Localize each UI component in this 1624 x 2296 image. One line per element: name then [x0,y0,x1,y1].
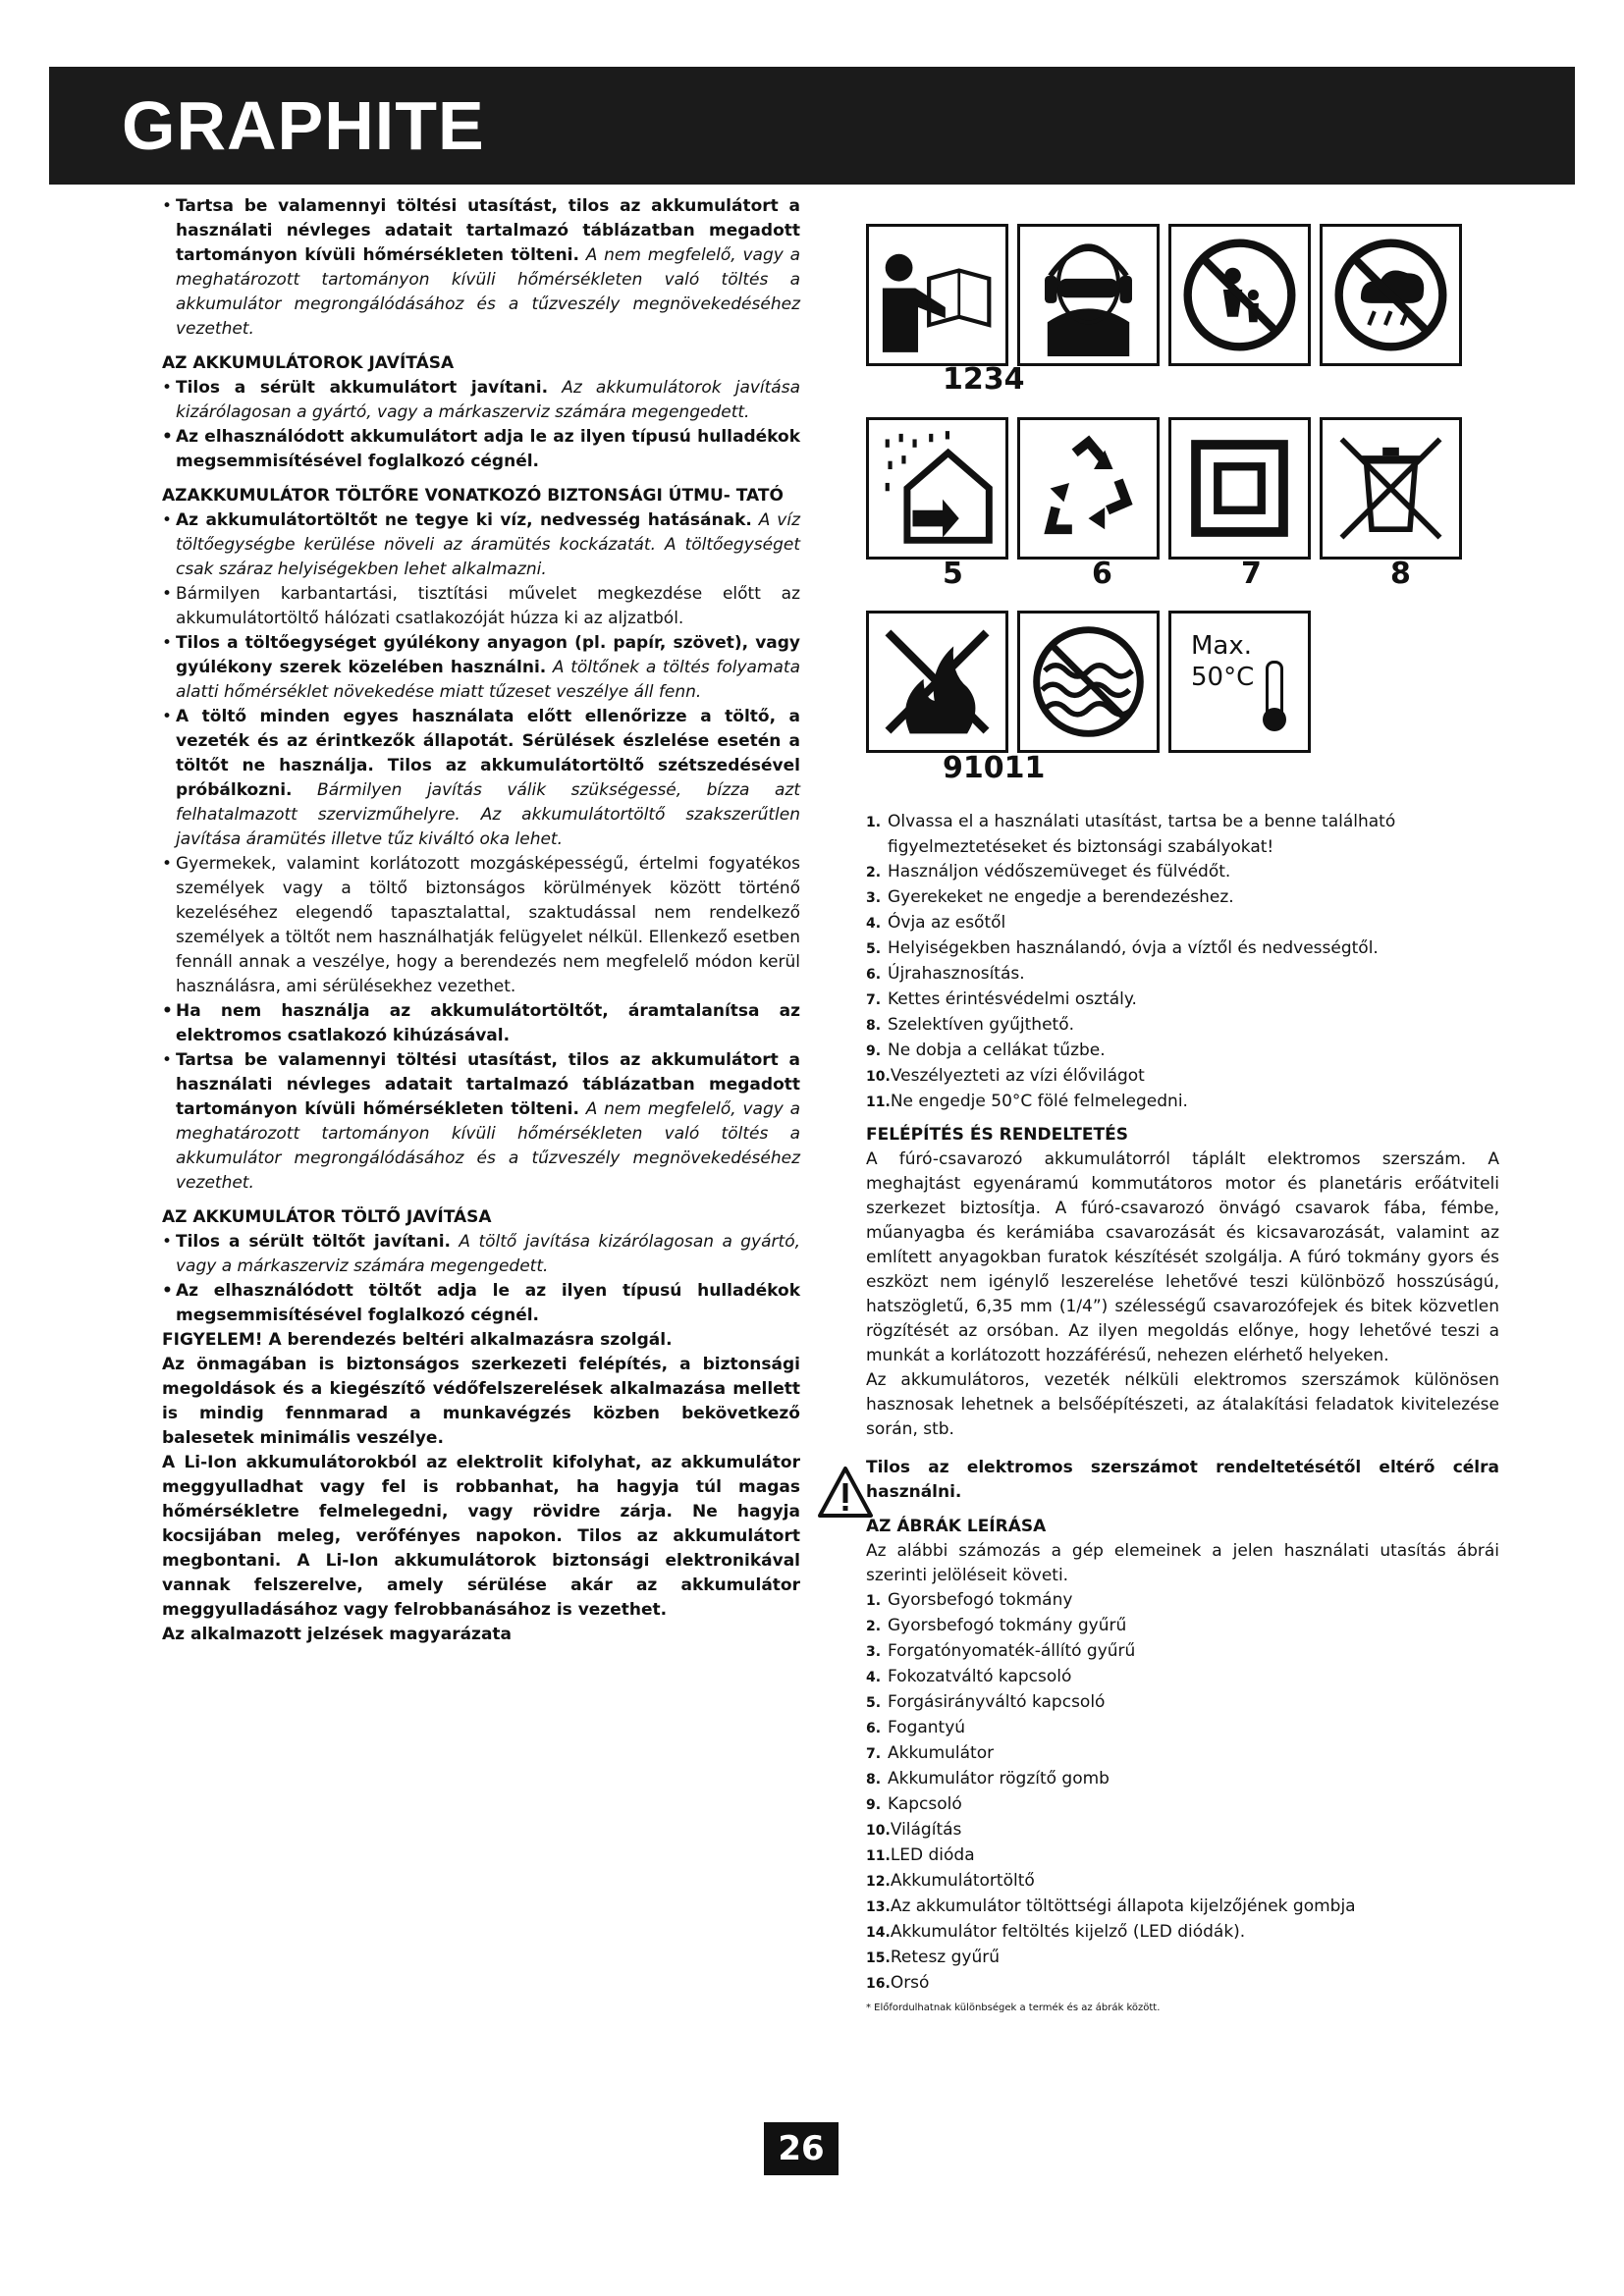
symbols-heading: Az alkalmazott jelzések magyarázata [162,1625,513,1644]
part-item [866,1818,1499,1843]
symbol-number: 5. [866,941,882,957]
figyelem-note: FIGYELEM! A berendezés beltéri alkalmazásra szolgál. [162,1330,673,1350]
symbol-item [866,860,1499,885]
temp-label: 50°C [1191,663,1255,692]
ch-7-bold: Tartsa be valamennyi töltési utasítást, tilos az akkumulátort a használati névleges adatait tartalmazó táblázatban megadott tartományon kívüli hőmérsékleten tölteni. [176,1050,800,1119]
symbol-text: Veszélyezteti az vízi élővilágot [890,1066,1145,1086]
charge-bullet-bold: Tartsa be valamennyi töltési utasítást, tilos az akkumulátort a használati névleges adatait tartalmazó táblázatban megadott tartományon kívüli hőmérsékleten tölteni. [176,196,800,265]
symbol-number: 9. [866,1043,882,1059]
ch-7-italic: A nem megfelelő, vagy a meghatározott tartományon kívüli hőmérsékleten való töltés a akkumulátor megrongálódásához és a tűzveszély megnövekedéséhez vezethet. [176,1099,800,1193]
part-number: 15. [866,1950,891,1966]
recycle-icon [1017,417,1160,560]
part-text: Akkumulátor rögzítő gomb [888,1769,1110,1789]
aquatic-hazard-icon [1017,611,1160,753]
part-item [866,1588,1499,1614]
symbol-item [866,988,1499,1013]
part-text: Világítás [890,1820,962,1840]
part-number: 16. [866,1976,891,1992]
part-number: 8. [866,1772,882,1788]
charger-item-4 [162,705,800,852]
symbol-number: 1. [866,815,882,830]
ch-4-bold: A töltő minden egyes használata előtt ellenőrizze a töltő, a vezeték és az érintkezők állapotát. Sérülések észlelése esetén a töltőt ne használja. Tilos az akkumulátortöltő szétszedésével próbálkozni. [176,707,800,800]
max-label: Max. [1191,631,1253,661]
safety-paragraph: Az önmagában is biztonságos szerkezeti felépítés, a biztonsági megoldások és a kiegészítő védőfelszerelések alkalmazása mellett is mindig fennmarad a munkavégzés közben bekövetkező balesetek minimális veszélye. [162,1355,800,1448]
symbol-item [866,810,1499,860]
ch-3-bold: Tilos a töltőegységet gyúlékony anyagon (pl. papír, szövet), vagy gyúlékony szerek közelében használni. [176,633,800,677]
symbol-text: Ne engedje 50°C fölé felmelegedni. [890,1092,1188,1111]
part-number: 13. [866,1899,891,1915]
ch-3-italic: A töltőnek a töltés folyamata alatti hőmérséklet növekedése miatt tűzeset veszélye áll fenn. [176,658,800,702]
part-text: Kapcsoló [888,1794,962,1814]
part-number: 11. [866,1848,891,1864]
part-item [866,1665,1499,1690]
icon-row2-label-3: 7 [1241,557,1262,591]
charger-heading: AZAKKUMULÁTOR TÖLTŐRE VONATKOZÓ BIZTONSÁGI ÚTMU- TATÓ [162,486,784,506]
crossed-bin-icon [1320,417,1462,560]
repair-1-italic: Az akkumulátorok javítása kizárólagosan a gyártó, vagy a márkaszerviz számára megengedett. [176,378,801,422]
symbol-text: Helyiségekben használandó, óvja a víztől és nedvességtől. [888,938,1379,958]
part-item [866,1920,1499,1946]
part-item [866,1971,1499,1997]
indoor-use-icon [866,417,1008,560]
repair-item-1 [162,376,800,425]
symbol-item [866,1013,1499,1039]
symbol-item [866,962,1499,988]
symbol-list [866,810,1499,1115]
safety-goggles-earmuffs-icon [1017,224,1160,366]
parts-list [866,1588,1499,1997]
part-item [866,1767,1499,1792]
part-text: Fokozatváltó kapcsoló [888,1667,1072,1686]
part-number: 4. [866,1670,882,1685]
part-item [866,1946,1499,1971]
symbol-number: 10. [866,1069,891,1085]
figures-intro: Az alábbi számozás a gép elemeinek a jelen használati utasítás ábrái szerinti jelöléseit követi. [866,1541,1499,1585]
charger-item-1 [162,508,800,582]
thermometer-bulb [1263,708,1286,731]
no-children-icon [1168,224,1311,366]
symbol-item [866,885,1499,911]
symbol-text: Szelektíven gyűjthető. [888,1015,1075,1035]
part-text: Forgásirányváltó kapcsoló [888,1692,1106,1712]
part-number: 1. [866,1593,882,1609]
warning-triangle-icon [817,1466,874,1519]
part-text: Akkumulátor [888,1743,995,1763]
symbol-number: 2. [866,865,882,881]
part-number: 7. [866,1746,882,1762]
part-text: Gyorsbefogó tokmány [888,1590,1073,1610]
symbol-item [866,911,1499,936]
part-item [866,1741,1499,1767]
liion-paragraph: A Li-Ion akkumulátorokból az elektrolit kifolyhat, az akkumulátor meggyulladhat vagy fel is robbanhat, ha hagyja túl magas hőmérsékletre felmelegedni, vagy rövidre zárja. Ne hagyja kocsijában meleg, verőfényes napokon. Tilos az akkumulátort megbontani. A Li-Ion akkumulátorok biztonsági elektronikával vannak felszerelve, amely sérülése akár az akkumulátor meggyulladásához vagy felrobbanásához is vezethet. [162,1453,800,1620]
ch-1-italic: A víz töltőegységbe kerülése növeli az áramütés kockázatát. A töltőegységet csak száraz helyiségekben lehet alkalmazni. [176,510,801,579]
part-number: 14. [866,1925,891,1941]
icon-row2-label-1: 5 [943,557,963,591]
part-number: 6. [866,1721,882,1736]
part-item [866,1639,1499,1665]
part-text: LED dióda [890,1845,975,1865]
class-two-insulation-icon [1168,417,1311,560]
symbol-number: 3. [866,890,882,906]
symbol-text: Olvassa el a használati utasítást, tartsa be a benne található figyelmeztetéseket és biztonsági szabályokat! [888,812,1396,857]
icon-row2-label-2: 6 [1092,557,1112,591]
part-item [866,1792,1499,1818]
symbol-number: 6. [866,967,882,983]
left-column [162,194,800,1647]
symbol-number: 4. [866,916,882,932]
page-number: 26 [764,2122,839,2175]
no-rain-icon [1320,224,1462,366]
charger-item-7 [162,1048,800,1196]
figures-heading: AZ ÁBRÁK LEÍRÁSA [866,1517,1047,1536]
part-number: 5. [866,1695,882,1711]
cr-1-bold: Tilos a sérült töltőt javítani. [176,1232,452,1252]
icon-row1-label: 1234 [943,362,1025,397]
symbol-number: 7. [866,992,882,1008]
charger-repair-item-2: • Az elhasználódott töltőt adja le az ilyen típusú hulladékok megsemmisítésével foglalkozó cégnél. [162,1279,800,1328]
symbol-text: Újrahasznosítás. [888,964,1025,984]
ch-4-italic: Bármilyen javítás válik szükségessé, bízza azt felhatalmazott szervizműhelyre. Az akkumulátortöltő szakszerűtlen javítása áramütés illetve tűz kiváltó oka lehet. [176,780,800,849]
symbol-text: Óvja az esőtől [888,913,1006,933]
structure-heading: FELÉPÍTÉS ÉS RENDELTETÉS [866,1125,1128,1145]
part-number: 9. [866,1797,882,1813]
no-fire-icon [866,611,1008,753]
charger-item-3 [162,631,800,705]
ch-1-bold: Az akkumulátortöltőt ne tegye ki víz, nedvesség hatásának. [176,510,752,530]
symbol-item [866,1064,1499,1090]
symbol-item [866,1039,1499,1064]
repair-1-bold: Tilos a sérült akkumulátort javítani. [176,378,549,398]
symbol-number: 8. [866,1018,882,1034]
charger-repair-item-1 [162,1230,800,1279]
symbol-number: 11. [866,1095,891,1110]
part-text: Gyorsbefogó tokmány gyűrű [888,1616,1127,1635]
part-number: 12. [866,1874,891,1890]
part-text: Akkumulátortöltő [890,1871,1035,1891]
part-item [866,1895,1499,1920]
icon-row2-label-4: 8 [1390,557,1411,591]
part-text: Forgatónyomaték-állító gyűrű [888,1641,1136,1661]
part-number: 3. [866,1644,882,1660]
part-item [866,1869,1499,1895]
part-text: Orsó [890,1973,930,1993]
part-text: Az akkumulátor töltöttségi állapota kijelzőjének gombja [890,1896,1356,1916]
part-item [866,1716,1499,1741]
repair-heading: AZ AKKUMULÁTOROK JAVÍTÁSA [162,353,455,373]
symbol-item [866,1090,1499,1115]
misuse-warning: Tilos az elektromos szerszámot rendeltetésétől eltérő célra használni. [866,1458,1499,1502]
symbol-text: Kettes érintésvédelmi osztály. [888,989,1137,1009]
right-column [866,810,1499,2026]
footnote: * Előfordulhatnak különbségek a termék és az ábrák között. [866,2002,1161,2013]
part-text: Retesz gyűrű [890,1948,1001,1967]
part-item [866,1843,1499,1869]
symbol-text: Ne dobja a cellákat tűzbe. [888,1041,1106,1060]
charge-bullet [162,194,800,342]
cr-1-italic: A töltő javítása kizárólagosan a gyártó, vagy a márkaszerviz számára megengedett. [176,1232,800,1276]
brand-logo: GRAPHITE [122,87,485,164]
symbol-item [866,936,1499,962]
charger-item-2: • Bármilyen karbantartási, tisztítási művelet megkezdése előtt az akkumulátortöltő hálózati csatlakozóját húzza ki az aljzatból. [162,582,800,631]
charger-item-6: • Ha nem használja az akkumulátortöltőt, áramtalanítsa az elektromos csatlakozó kihúzásával. [162,999,800,1048]
structure-paragraph-1: A fúró-csavarozó akkumulátorról táplált elektromos szerszám. A meghajtást egyenáramú kommutátoros motor és planetáris erőátviteli szerkezet biztosítja. A fúró-csavarozó önvágó csavarok fába, fémbe, műanyagba és kerámiába csavarozását és kicsavarozását, valamint az említett anyagokban furatok készítését szolgálja. A fúró tokmány gyors és eszközt nem igénylő leszerelése lehetővé teszi különböző hosszúságú, hatszögletű, 6,35 mm (1/4”) szélességű csavarozófejek és bitek közvetlen rögzítését az orsóban. Az ilyen megoldás előnye, hogy lehetővé teszi a munkát a korlátozott hozzáférésű, nehezen elérhető helyeken. [866,1149,1499,1365]
part-item [866,1614,1499,1639]
repair-item-2: • Az elhasználódott akkumulátort adja le az ilyen típusú hulladékok megsemmisítésével foglalkozó cégnél. [162,425,800,474]
structure-paragraph-2: Az akkumulátoros, vezeték nélküli elektromos szerszámok különösen hasznosak lehetnek a belsőépítészeti, az átalakítási feladatok kivitelezése során, stb. [866,1370,1499,1439]
part-number: 2. [866,1619,882,1634]
read-manual-icon [866,224,1008,366]
charger-item-5: • Gyermekek, valamint korlátozott mozgásképességű, értelmi fogyatékos személyek vagy a töltő biztonságos körülmények között történő kezeléséhez elegendő tapasztalattal, szaktudással nem rendelkező személyek a töltőt nem használhatják felügyelet nélkül. Ellenkező esetben fennáll annak a veszélye, hogy a berendezés nem megfelelő módon kerül használásra, ami sérülésekhez vezethet. [162,852,800,999]
icon-row3-label: 91011 [943,751,1046,785]
charge-bullet-italic: A nem megfelelő, vagy a meghatározott tartományon kívüli hőmérsékleten való töltés a akkumulátor megrongálódásához és a tűzveszély megnövekedéséhez vezethet. [176,245,800,339]
part-text: Akkumulátor feltöltés kijelző (LED diódák). [890,1922,1246,1942]
part-number: 10. [866,1823,891,1839]
charger-repair-heading: AZ AKKUMULÁTOR TÖLTŐ JAVÍTÁSA [162,1207,492,1227]
symbol-text: Gyerekeket ne engedje a berendezéshez. [888,887,1234,907]
max-temperature-icon [1168,611,1311,753]
symbol-text: Használjon védőszemüveget és fülvédőt. [888,862,1231,881]
part-text: Fogantyú [888,1718,966,1737]
part-item [866,1690,1499,1716]
